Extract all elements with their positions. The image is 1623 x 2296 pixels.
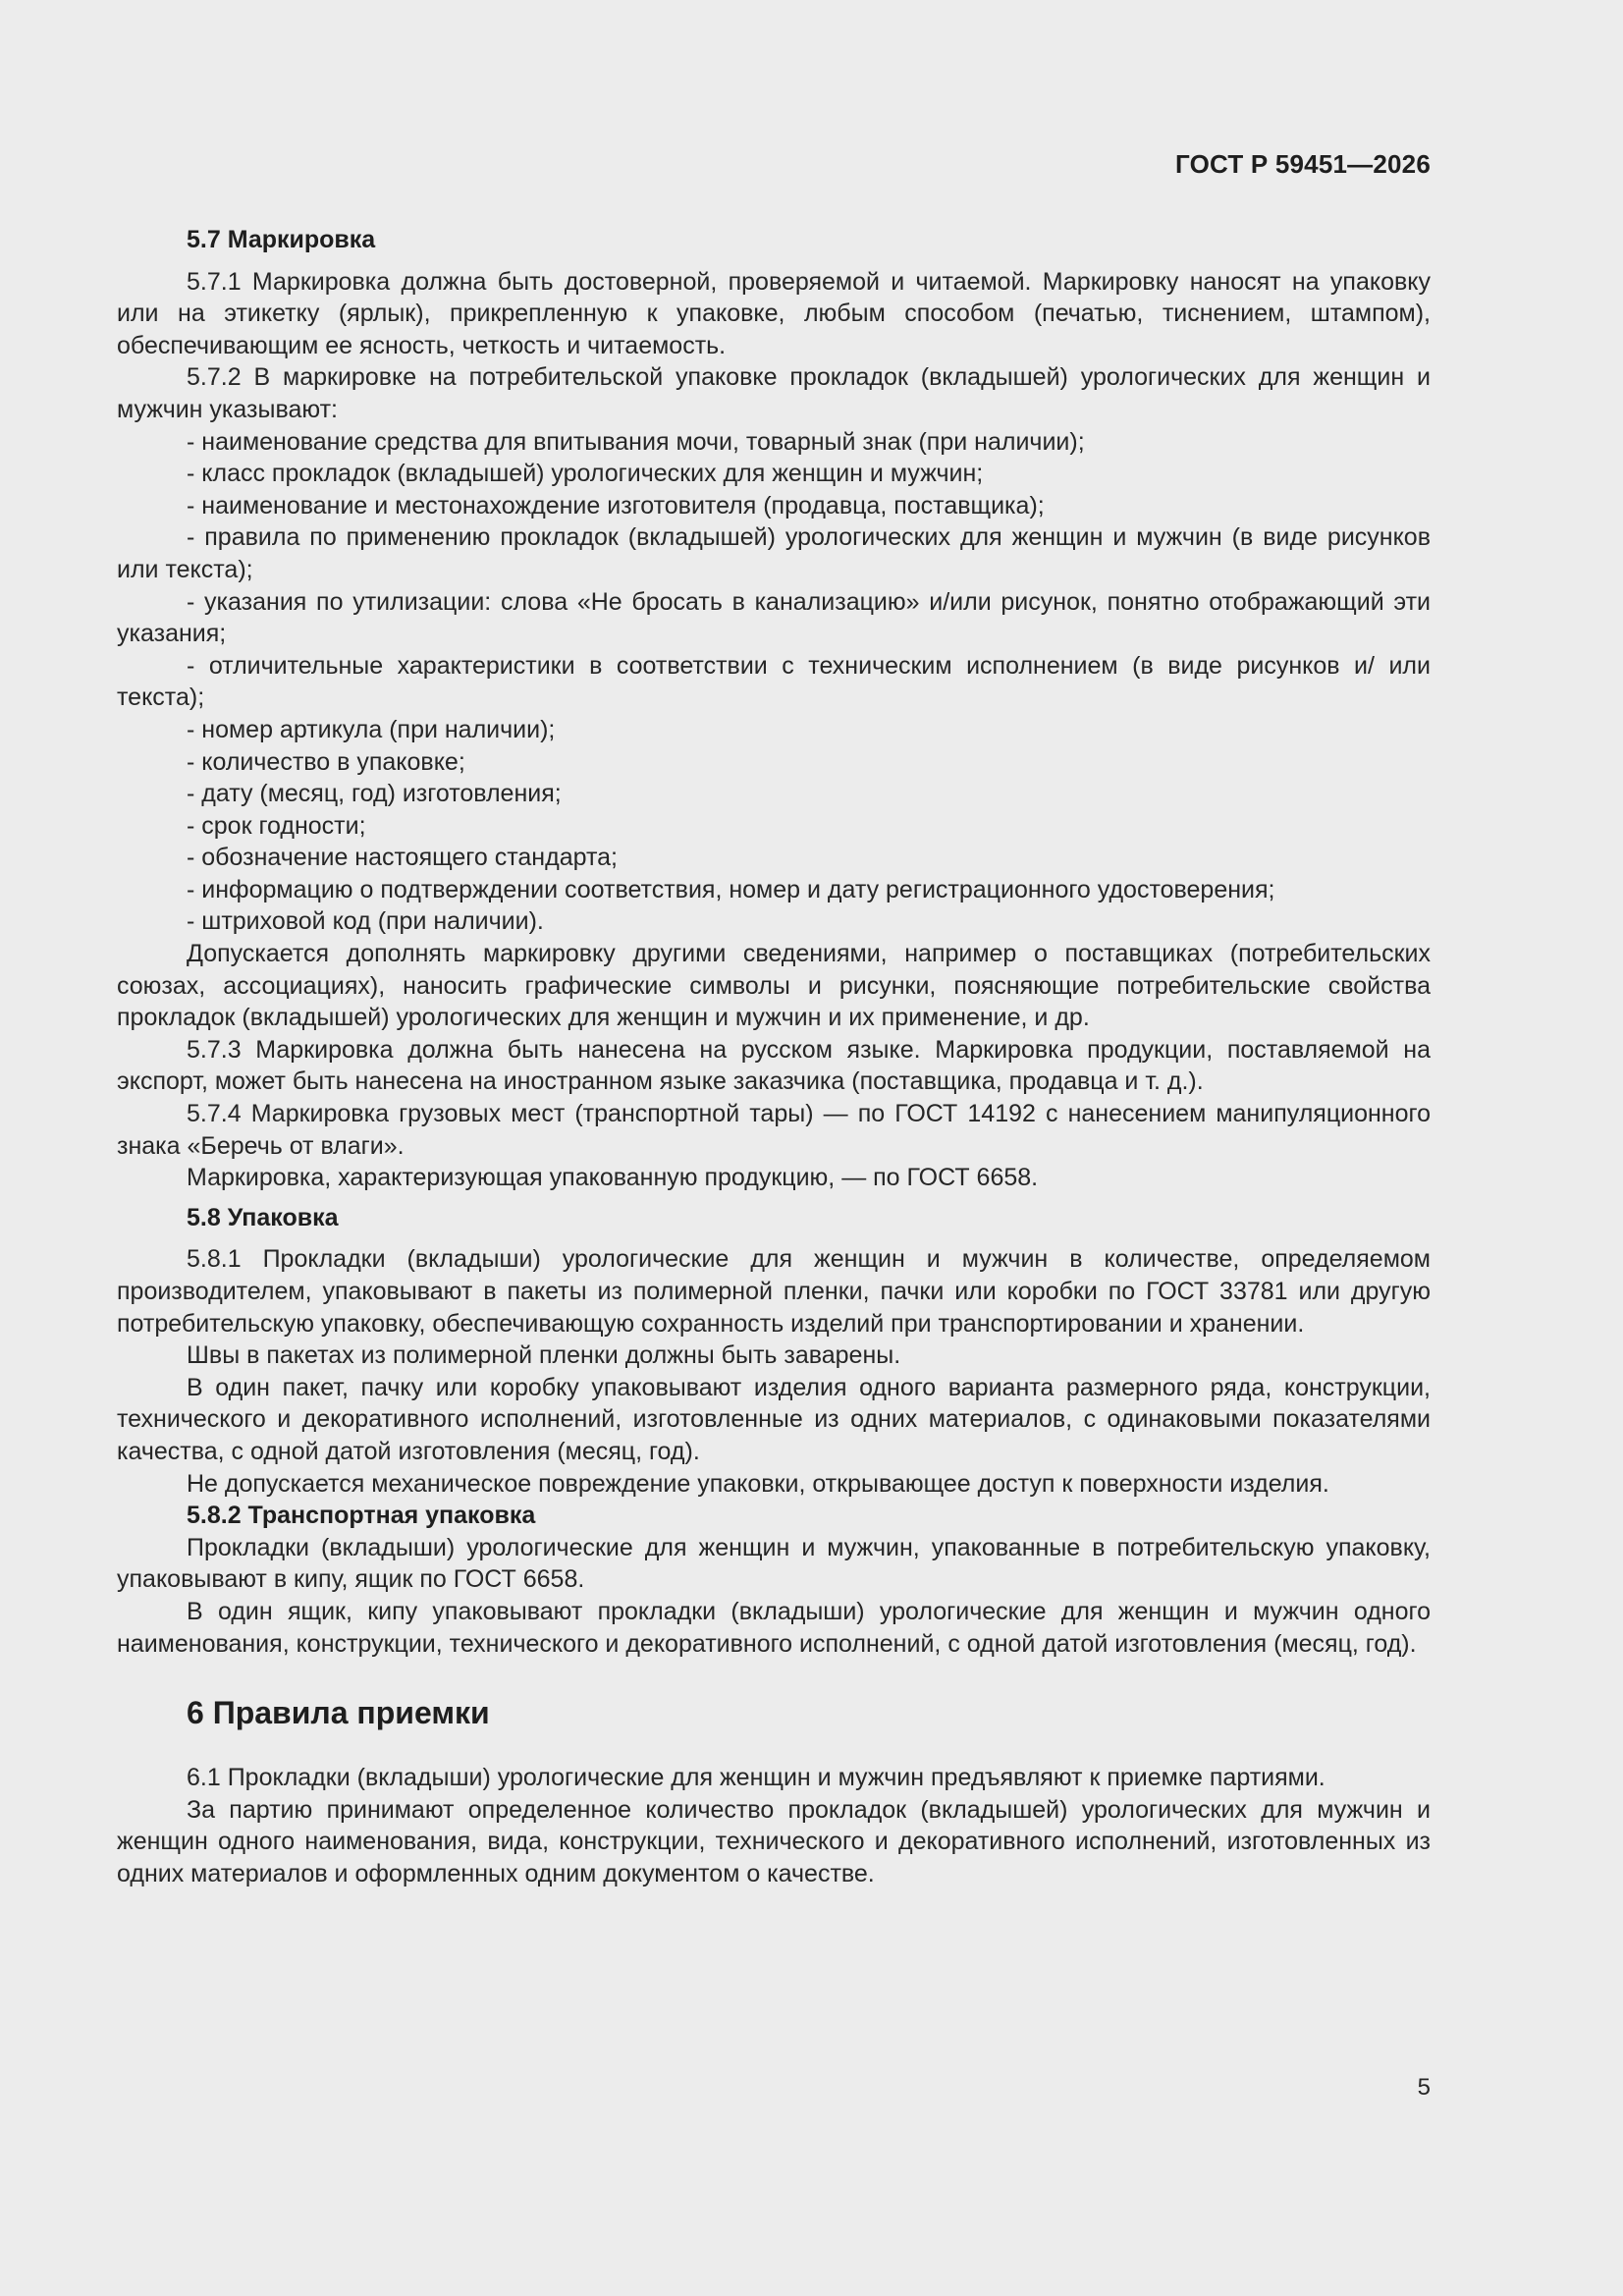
list-item: - класс прокладок (вкладышей) урологических для женщин и мужчин; [187,460,984,488]
list-item: - дату (месяц, год) изготовления; [187,780,562,808]
list-item: - правила по применению прокладок (вкладышей) урологических для женщин и мужчин (в виде рисунков или текста); [117,523,1431,583]
list-item: - наименование и местонахождение изготовителя (продавца, поставщика); [187,491,1045,519]
paragraph-5-8-1: 5.8.1 Прокладки (вкладыши) урологические для женщин и мужчин в количестве, определяемом производителем, упаковывают в пакеты из полимерной пленки, пачки или коробки по ГОСТ 33781 или другую потребительскую упаковку, обеспечивающую сохранность изделий при транспортировании и хранении. [117,1245,1431,1338]
section-5-7-title: 5.7 Маркировка [187,226,376,253]
paragraph-5-8-2-1: Прокладки (вкладыши) урологические для женщин и мужчин, упакованные в потребительскую упаковку, упаковывают в кипу, ящик по ГОСТ 6658. [117,1533,1431,1594]
paragraph-5-7-3: 5.7.3 Маркировка должна быть нанесена на русском языке. Маркировка продукции, поставляемой на экспорт, может быть нанесена на иностранном языке заказчика (поставщика, продавца и т. д.). [117,1035,1431,1096]
list-item: - номер артикула (при наличии); [187,715,556,743]
list-item: - указания по утилизации: слова «Не бросать в канализацию» и/или рисунок, понятно отображающий эти указания; [117,587,1431,648]
document-code-header: ГОСТ Р 59451—2026 [1175,149,1431,179]
document-body [117,224,1431,1890]
list-item: - штриховой код (при наличии). [187,907,544,936]
paragraph-5-7-2-extra: Допускается дополнять маркировку другими сведениями, например о поставщиках (потребительских союзах, ассоциациях), наносить графические символы и рисунки, поясняющие потребительские свойства прокладок (вкладышей) урологических для женщин и мужчин и их применение, и др. [117,940,1431,1032]
paragraph-5-7-1: 5.7.1 Маркировка должна быть достоверной, проверяемой и читаемой. Маркировку наносят на упаковку или на этикетку (ярлык), прикрепленную к упаковке, любым способом (печатью, тиснением, штампом), обеспечивающим ее ясность, четкость и читаемость. [117,267,1431,359]
list-item: - количество в упаковке; [187,747,465,776]
paragraph-5-7-4-extra: Маркировка, характеризующая упакованную продукцию, — по ГОСТ 6658. [187,1164,1039,1192]
paragraph-5-8-1-seams: Швы в пакетах из полимерной пленки должны быть заварены. [187,1341,901,1370]
section-5-8-2-title: 5.8.2 Транспортная упаковка [187,1502,536,1530]
section-5-8-title: 5.8 Упаковка [187,1203,339,1231]
paragraph-5-7-2: 5.7.2 В маркировке на потребительской упаковке прокладок (вкладышей) урологических для женщин и мужчин указывают: [117,363,1431,423]
list-item: - срок годности; [187,811,366,840]
list-item: - информацию о подтверждении соответствия, номер и дату регистрационного удостоверения; [187,875,1275,903]
page-number: 5 [1417,2074,1431,2101]
list-item: - обозначение настоящего стандарта; [187,844,618,872]
list-item: - наименование средства для впитывания мочи, товарный знак (при наличии); [187,427,1085,456]
paragraph-5-8-2-2: В один ящик, кипу упаковывают прокладки (вкладыши) урологические для женщин и мужчин одного наименования, конструкции, технического и декоративного исполнений, с одной датой изготовления (месяц, год). [117,1597,1431,1658]
paragraph-6-1-batch: За партию принимают определенное количество прокладок (вкладышей) урологических для мужчин и женщин одного наименования, вида, конструкции, технического и декоративного исполнений, изготовленных из одних материалов и оформленных одним документом о качестве. [117,1795,1431,1887]
paragraph-5-7-4: 5.7.4 Маркировка грузовых мест (транспортной тары) — по ГОСТ 14192 с нанесением манипуляционного знака «Беречь от влаги». [117,1100,1431,1160]
paragraph-5-8-1-damage: Не допускается механическое повреждение упаковки, открывающее доступ к поверхности изделия. [187,1469,1329,1498]
chapter-6-title: 6 Правила приемки [187,1695,490,1731]
paragraph-5-8-1-packing: В один пакет, пачку или коробку упаковывают изделия одного варианта размерного ряда, конструкции, технического и декоративного исполнений, изготовленные из одних материалов, с одинаковыми показателями качества, с одной датой изготовления (месяц, год). [117,1373,1431,1465]
list-item: - отличительные характеристики в соответствии с техническим исполнением (в виде рисунков и/ или текста); [117,651,1431,712]
paragraph-6-1: 6.1 Прокладки (вкладыши) урологические для женщин и мужчин предъявляют к приемке партиями. [187,1764,1325,1792]
